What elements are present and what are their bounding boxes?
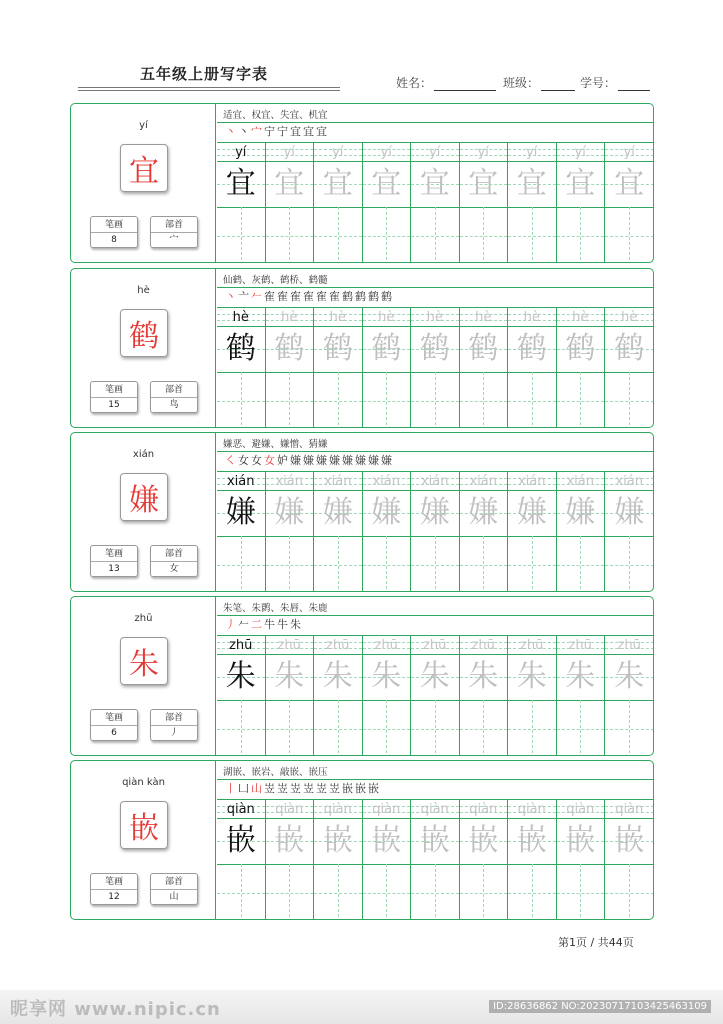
stroke-step: 女 xyxy=(264,454,277,467)
practice-cell[interactable] xyxy=(605,472,654,592)
stroke-step: 鹤 xyxy=(368,290,381,303)
writing-grid xyxy=(217,635,653,756)
cell-pinyin: zhū xyxy=(617,638,641,653)
cell-character: 朱 xyxy=(225,659,256,694)
practice-cell[interactable] xyxy=(363,800,412,920)
cell-pinyin: zhū xyxy=(277,638,301,653)
stroke-count-label: 笔画 xyxy=(91,217,137,233)
stroke-step: 嫌 xyxy=(290,454,303,467)
practice-cell[interactable] xyxy=(266,636,315,756)
writing-grid xyxy=(217,799,653,920)
cell-character: 朱 xyxy=(516,659,547,694)
practice-cell[interactable] xyxy=(557,800,606,920)
practice-cell[interactable] xyxy=(411,143,460,263)
stroke-step: 女 xyxy=(251,454,264,467)
cell-character: 宜 xyxy=(468,166,499,201)
practice-cell[interactable] xyxy=(605,636,654,756)
stroke-order xyxy=(225,288,394,306)
stroke-order xyxy=(225,616,303,634)
character-info xyxy=(71,269,216,427)
practice-area xyxy=(217,104,653,262)
character-info xyxy=(71,761,216,919)
practice-cell[interactable] xyxy=(363,143,412,263)
title-underline xyxy=(78,90,340,91)
name-field[interactable] xyxy=(396,74,496,91)
cell-pinyin: xián xyxy=(615,474,643,489)
radical-label: 部首 xyxy=(151,546,197,562)
word-examples: 湖嵌、嵌岩、敲嵌、嵌压 xyxy=(223,767,328,778)
practice-cell[interactable] xyxy=(460,472,509,592)
cell-pinyin: zhū xyxy=(423,638,447,653)
stroke-step: 凵 xyxy=(238,782,251,795)
cell-character: 嵌 xyxy=(516,823,547,858)
cell-pinyin: hè xyxy=(232,310,249,325)
practice-cell[interactable] xyxy=(508,472,557,592)
character-info xyxy=(71,597,216,755)
practice-area xyxy=(217,761,653,919)
stroke-count-box xyxy=(90,545,138,577)
stroke-step: 宜 xyxy=(290,125,303,138)
cell-character: 鹤 xyxy=(614,331,645,366)
practice-cell[interactable] xyxy=(314,308,363,428)
stroke-count-box xyxy=(90,216,138,248)
cell-character: 嵌 xyxy=(614,823,645,858)
watermark-footer xyxy=(0,990,723,1024)
stroke-step: 嫌 xyxy=(381,454,394,467)
cell-character: 朱 xyxy=(614,659,645,694)
cell-pinyin: hè xyxy=(329,310,346,325)
character-pinyin: hè xyxy=(137,285,150,296)
cell-character: 嵌 xyxy=(225,823,256,858)
cell-pinyin: xián xyxy=(275,474,303,489)
cell-pinyin: hè xyxy=(621,310,638,325)
class-label: 班级： xyxy=(503,76,540,90)
stroke-step: 岦 xyxy=(303,782,316,795)
practice-cell[interactable] xyxy=(411,800,460,920)
page-number: 第1页 / 共44页 xyxy=(558,936,634,949)
character-display: 宜 xyxy=(120,144,168,192)
radical-value: 鸟 xyxy=(169,400,179,410)
practice-cell[interactable] xyxy=(605,308,654,428)
stroke-count-box xyxy=(90,381,138,413)
stroke-step: 隺 xyxy=(316,290,329,303)
cell-pinyin: xián xyxy=(469,474,497,489)
cell-pinyin: yí xyxy=(429,145,441,160)
name-label: 姓名： xyxy=(396,76,433,90)
cell-pinyin: qiàn xyxy=(275,802,304,817)
practice-cell[interactable] xyxy=(217,636,266,756)
practice-cell[interactable] xyxy=(508,636,557,756)
class-field[interactable] xyxy=(503,74,575,91)
practice-cell[interactable] xyxy=(217,800,266,920)
stroke-step: 丨 xyxy=(225,782,238,795)
stroke-step: 隺 xyxy=(329,290,342,303)
cell-character: 嫌 xyxy=(565,495,596,530)
student-number-field[interactable] xyxy=(580,74,650,91)
cell-character: 宜 xyxy=(371,166,402,201)
cell-character: 嵌 xyxy=(274,823,305,858)
practice-cell[interactable] xyxy=(266,800,315,920)
cell-character: 宜 xyxy=(614,166,645,201)
brand-logo: 昵享网 www.nipic.cn xyxy=(10,999,221,1020)
practice-cell[interactable] xyxy=(266,143,315,263)
cell-character: 嫌 xyxy=(274,495,305,530)
character-display: 嵌 xyxy=(120,801,168,849)
cell-character: 鹤 xyxy=(322,331,353,366)
cell-character: 宜 xyxy=(322,166,353,201)
practice-cell[interactable] xyxy=(605,800,654,920)
image-id: ID:28636862 NO:20230717103425463109 xyxy=(489,1000,711,1013)
practice-cell[interactable] xyxy=(217,472,266,592)
practice-cell[interactable] xyxy=(266,472,315,592)
cell-pinyin: zhū xyxy=(568,638,592,653)
practice-cell[interactable] xyxy=(314,636,363,756)
stroke-step: 嫌 xyxy=(329,454,342,467)
cell-pinyin: hè xyxy=(523,310,540,325)
cell-pinyin: xián xyxy=(226,474,255,489)
practice-cell[interactable] xyxy=(508,800,557,920)
stroke-count-value: 8 xyxy=(111,235,117,245)
radical-box xyxy=(150,381,198,413)
character-card xyxy=(70,432,654,592)
radical-value: 丿 xyxy=(169,728,179,738)
cell-pinyin: hè xyxy=(281,310,298,325)
cell-character: 鹤 xyxy=(274,331,305,366)
cell-character: 鹤 xyxy=(516,331,547,366)
stroke-step: 山 xyxy=(251,782,264,795)
stroke-step: 亠 xyxy=(238,290,251,303)
stroke-order xyxy=(225,452,394,470)
cell-pinyin: yí xyxy=(574,145,586,160)
stroke-step: 嫌 xyxy=(342,454,355,467)
character-display: 朱 xyxy=(120,637,168,685)
character-pinyin: qiàn kàn xyxy=(122,777,165,788)
stroke-step: 女 xyxy=(238,454,251,467)
cell-character: 嵌 xyxy=(565,823,596,858)
stroke-count-value: 15 xyxy=(108,400,120,410)
cell-character: 朱 xyxy=(322,659,353,694)
stroke-step: 牛 xyxy=(277,618,290,631)
cell-pinyin: yí xyxy=(526,145,538,160)
practice-cell[interactable] xyxy=(557,143,606,263)
radical-box xyxy=(150,709,198,741)
writing-grid xyxy=(217,307,653,428)
character-info xyxy=(71,433,216,591)
stroke-step: 丶 xyxy=(238,125,251,138)
title-underline xyxy=(78,87,340,88)
practice-cell[interactable] xyxy=(217,308,266,428)
stroke-step: 牛 xyxy=(264,618,277,631)
practice-cell[interactable] xyxy=(363,636,412,756)
cell-character: 嫌 xyxy=(468,495,499,530)
cell-character: 嵌 xyxy=(371,823,402,858)
stroke-step: 鹤 xyxy=(355,290,368,303)
cell-character: 嵌 xyxy=(468,823,499,858)
stroke-step: 隺 xyxy=(277,290,290,303)
practice-cell[interactable] xyxy=(460,143,509,263)
character-pinyin: zhū xyxy=(134,613,153,624)
cell-character: 鹤 xyxy=(371,331,402,366)
cell-character: 嫌 xyxy=(371,495,402,530)
cell-pinyin: hè xyxy=(378,310,395,325)
cell-character: 鹤 xyxy=(468,331,499,366)
radical-label: 部首 xyxy=(151,874,197,890)
stroke-count-label: 笔画 xyxy=(91,382,137,398)
stroke-count-value: 13 xyxy=(108,564,120,574)
radical-box xyxy=(150,873,198,905)
cell-pinyin: zhū xyxy=(374,638,398,653)
practice-cell[interactable] xyxy=(557,636,606,756)
practice-cell[interactable] xyxy=(314,143,363,263)
practice-area xyxy=(217,597,653,755)
stroke-step: 丿 xyxy=(225,618,238,631)
cell-pinyin: xián xyxy=(420,474,449,489)
character-display: 鹤 xyxy=(120,309,168,357)
practice-cell[interactable] xyxy=(557,308,606,428)
radical-box xyxy=(150,545,198,577)
cell-character: 嫌 xyxy=(614,495,645,530)
cell-pinyin: yí xyxy=(235,145,247,160)
character-pinyin: yí xyxy=(139,120,148,131)
cell-pinyin: zhū xyxy=(326,638,350,653)
stroke-count-label: 笔画 xyxy=(91,874,137,890)
radical-label: 部首 xyxy=(151,217,197,233)
practice-cell[interactable] xyxy=(411,308,460,428)
cell-pinyin: xián xyxy=(517,474,546,489)
character-card xyxy=(70,268,654,428)
cell-character: 宜 xyxy=(565,166,596,201)
stroke-count-box xyxy=(90,709,138,741)
radical-value: 宀 xyxy=(169,235,179,245)
stroke-step: 隺 xyxy=(303,290,316,303)
cell-character: 朱 xyxy=(371,659,402,694)
stroke-step: 岦 xyxy=(316,782,329,795)
stroke-step: 𠂉 xyxy=(238,618,251,631)
practice-cell[interactable] xyxy=(460,636,509,756)
cell-character: 朱 xyxy=(419,659,450,694)
cell-pinyin: xián xyxy=(323,474,352,489)
stroke-step: 嵌 xyxy=(368,782,381,795)
stroke-step: 鹤 xyxy=(342,290,355,303)
stroke-step: 嫌 xyxy=(368,454,381,467)
character-info xyxy=(71,104,216,262)
cell-pinyin: qiàn xyxy=(615,802,644,817)
stroke-step: 岦 xyxy=(290,782,303,795)
practice-cell[interactable] xyxy=(314,472,363,592)
cell-pinyin: yí xyxy=(477,145,489,160)
radical-value: 女 xyxy=(169,564,179,574)
practice-cell[interactable] xyxy=(411,472,460,592)
cell-character: 朱 xyxy=(565,659,596,694)
cell-pinyin: yí xyxy=(380,145,392,160)
practice-cell[interactable] xyxy=(363,472,412,592)
cell-character: 嫌 xyxy=(225,495,256,530)
stroke-step: 宜 xyxy=(316,125,329,138)
stroke-step: 嫌 xyxy=(355,454,368,467)
stroke-order xyxy=(225,780,381,798)
cell-pinyin: hè xyxy=(572,310,589,325)
stroke-step: 宁 xyxy=(277,125,290,138)
practice-cell[interactable] xyxy=(508,143,557,263)
word-examples: 朱笔、朱鹮、朱唇、朱鹿 xyxy=(223,603,328,614)
word-examples: 仙鹤、灰鹤、鹤桥、鹤髓 xyxy=(223,275,328,286)
stroke-order xyxy=(225,123,329,141)
stroke-step: 丶 xyxy=(225,290,238,303)
cell-pinyin: qiàn xyxy=(372,802,401,817)
stroke-step: 宜 xyxy=(303,125,316,138)
stroke-step: 岦 xyxy=(329,782,342,795)
stroke-step: 岦 xyxy=(277,782,290,795)
radical-box xyxy=(150,216,198,248)
cell-pinyin: xián xyxy=(372,474,400,489)
cell-character: 朱 xyxy=(274,659,305,694)
practice-cell[interactable] xyxy=(557,472,606,592)
cell-pinyin: hè xyxy=(475,310,492,325)
cell-character: 宜 xyxy=(274,166,305,201)
practice-cell[interactable] xyxy=(605,143,654,263)
practice-area xyxy=(217,269,653,427)
stroke-count-label: 笔画 xyxy=(91,546,137,562)
cell-pinyin: yí xyxy=(283,145,295,160)
cell-character: 鹤 xyxy=(225,331,256,366)
character-card xyxy=(70,103,654,263)
stroke-step: 鹤 xyxy=(381,290,394,303)
student-number-label: 学号： xyxy=(580,76,617,90)
stroke-step: 岦 xyxy=(264,782,277,795)
cell-pinyin: zhū xyxy=(471,638,495,653)
cell-character: 朱 xyxy=(468,659,499,694)
cell-character: 鹤 xyxy=(419,331,450,366)
cell-pinyin: qiàn xyxy=(226,802,255,817)
practice-cell[interactable] xyxy=(460,308,509,428)
stroke-step: 嵌 xyxy=(342,782,355,795)
stroke-count-value: 6 xyxy=(111,728,117,738)
stroke-step: ㇛ xyxy=(225,454,238,467)
cell-pinyin: qiàn xyxy=(469,802,498,817)
cell-character: 嵌 xyxy=(322,823,353,858)
stroke-step: 嵌 xyxy=(355,782,368,795)
cell-character: 嫌 xyxy=(322,495,353,530)
stroke-step: 丶 xyxy=(225,125,238,138)
stroke-step: 隺 xyxy=(264,290,277,303)
cell-character: 宜 xyxy=(419,166,450,201)
cell-pinyin: qiàn xyxy=(566,802,595,817)
practice-area xyxy=(217,433,653,591)
cell-character: 宜 xyxy=(225,166,256,201)
cell-pinyin: qiàn xyxy=(420,802,449,817)
stroke-count-box xyxy=(90,873,138,905)
practice-cell[interactable] xyxy=(266,308,315,428)
radical-label: 部首 xyxy=(151,710,197,726)
cell-pinyin: qiàn xyxy=(323,802,352,817)
cell-character: 嫌 xyxy=(516,495,547,530)
stroke-step: 朱 xyxy=(290,618,303,631)
cell-character: 宜 xyxy=(516,166,547,201)
word-examples: 适宜、权宜、失宜、机宜 xyxy=(223,110,328,121)
writing-grid xyxy=(217,142,653,263)
stroke-step: 隺 xyxy=(290,290,303,303)
practice-cell[interactable] xyxy=(508,308,557,428)
cell-pinyin: yí xyxy=(332,145,344,160)
stroke-count-label: 笔画 xyxy=(91,710,137,726)
cell-character: 嵌 xyxy=(419,823,450,858)
practice-cell[interactable] xyxy=(460,800,509,920)
radical-value: 山 xyxy=(169,892,179,902)
stroke-step: 𠂉 xyxy=(251,290,264,303)
practice-cell[interactable] xyxy=(314,800,363,920)
practice-cell[interactable] xyxy=(363,308,412,428)
stroke-step: 妒 xyxy=(277,454,290,467)
writing-grid xyxy=(217,471,653,592)
stroke-step: 二 xyxy=(251,618,264,631)
character-card xyxy=(70,596,654,756)
cell-pinyin: zhū xyxy=(229,638,253,653)
stroke-step: 宁 xyxy=(264,125,277,138)
stroke-step: 宀 xyxy=(251,125,264,138)
cell-character: 鹤 xyxy=(565,331,596,366)
cell-pinyin: qiàn xyxy=(517,802,546,817)
stroke-count-value: 12 xyxy=(108,892,120,902)
cell-pinyin: yí xyxy=(623,145,635,160)
page-title: 五年级上册写字表 xyxy=(140,65,269,83)
practice-cell[interactable] xyxy=(217,143,266,263)
cell-character: 嫌 xyxy=(419,495,450,530)
cell-pinyin: xián xyxy=(566,474,594,489)
character-pinyin: xián xyxy=(132,449,155,460)
cell-pinyin: zhū xyxy=(520,638,544,653)
stroke-step: 嫌 xyxy=(303,454,316,467)
character-card xyxy=(70,760,654,920)
stroke-step: 嫌 xyxy=(316,454,329,467)
cell-pinyin: hè xyxy=(426,310,443,325)
character-display: 嫌 xyxy=(120,473,168,521)
radical-label: 部首 xyxy=(151,382,197,398)
word-examples: 嫌恶、避嫌、嫌憎、猜嫌 xyxy=(223,439,328,450)
practice-cell[interactable] xyxy=(411,636,460,756)
